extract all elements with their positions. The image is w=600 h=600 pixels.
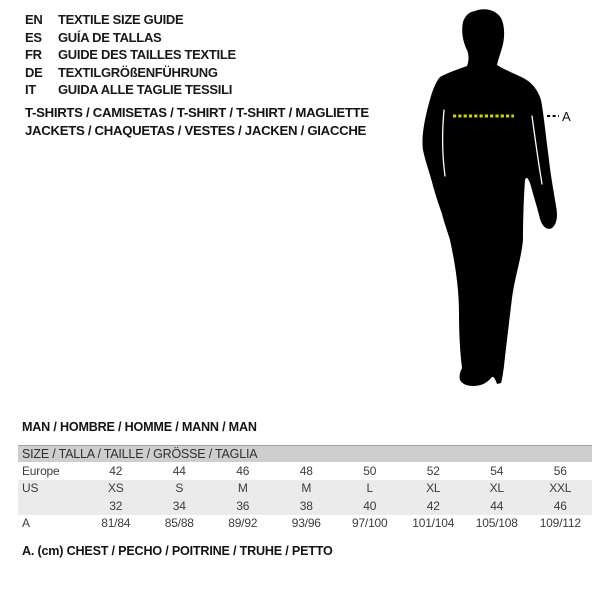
table-cell: 56 (553, 463, 567, 478)
table-cell: 85/88 (164, 516, 194, 531)
row-label: Europe (22, 463, 60, 478)
table-cell: 89/92 (228, 516, 258, 531)
table-cell: 48 (299, 463, 313, 478)
list-item (25, 46, 236, 64)
table-cell: L (338, 480, 402, 498)
table-cell: 46 (529, 497, 593, 515)
table-cell: XS (84, 480, 148, 498)
table-row-us (18, 480, 592, 498)
table-cell: 50 (363, 463, 377, 478)
man-silhouette (422, 9, 556, 386)
table-cell: 109/112 (539, 516, 581, 531)
table-cell: 32 (84, 497, 148, 515)
language-label: GUÍA DE TALLAS (58, 29, 162, 45)
table-row-numeric (18, 497, 592, 515)
table-cell: 38 (275, 497, 339, 515)
list-item (25, 81, 236, 99)
table-cell: XL (402, 480, 466, 498)
table-cell: 97/100 (351, 516, 388, 531)
table-cell: 42 (402, 497, 466, 515)
list-item (25, 64, 236, 82)
product-types (25, 104, 369, 140)
list-item (25, 11, 236, 29)
language-code: FR (25, 47, 42, 63)
table-row-chest-a (18, 515, 592, 533)
language-code: EN (25, 12, 43, 27)
table-cell: XL (465, 480, 529, 498)
measure-label-a: A (562, 109, 571, 124)
language-code: IT (25, 82, 36, 98)
language-label: GUIDE DES TAILLES TEXTILE (58, 47, 236, 63)
table-cell: 52 (426, 463, 440, 478)
table-cell: 42 (109, 463, 123, 478)
table-cell: 101/104 (412, 516, 455, 531)
table-header-row (18, 446, 592, 463)
table-header: SIZE / TALLA / TAILLE / GRÖSSE / TAGLIA (18, 446, 592, 463)
language-code: ES (25, 29, 42, 45)
table-cell: 40 (338, 497, 402, 515)
table-cell: S (148, 480, 212, 498)
table-cell: XXL (529, 480, 593, 498)
table-cell: 34 (148, 497, 212, 515)
table-cell: 81/84 (101, 516, 131, 531)
table-cell: M (275, 480, 339, 498)
row-label: A (22, 516, 30, 531)
language-label: TEXTILE SIZE GUIDE (58, 12, 184, 27)
language-guide-list (25, 11, 236, 99)
table-cell: M (211, 480, 275, 498)
measurement-caption: A. (cm) CHEST / PECHO / POITRINE / TRUHE / PETTO (22, 544, 333, 558)
language-label: TEXTILGRÖßENFÜHRUNG (58, 64, 218, 80)
table-cell: 105/108 (475, 516, 518, 531)
table-cell: 44 (465, 497, 529, 515)
list-item (25, 29, 236, 47)
table-cell: 44 (172, 463, 186, 478)
table-cell: 54 (490, 463, 504, 478)
section-title-man: MAN / HOMBRE / HOMME / MANN / MAN (22, 420, 257, 434)
language-code: DE (25, 64, 43, 80)
product-line-jackets: JACKETS / CHAQUETAS / VESTES / JACKEN / GIACCHE (25, 123, 367, 138)
product-line-tshirts: T-SHIRTS / CAMISETAS / T-SHIRT / T-SHIRT / MAGLIETTE (25, 105, 369, 120)
table-cell: 36 (211, 497, 275, 515)
man-silhouette-figure (413, 8, 578, 388)
language-label: GUIDA ALLE TAGLIE TESSILI (58, 82, 233, 98)
row-label (18, 497, 84, 515)
table-row-europe (18, 462, 592, 480)
row-label: US (18, 480, 84, 498)
table-cell: 93/96 (291, 516, 321, 531)
size-table (18, 445, 592, 532)
table-cell: 46 (236, 463, 250, 478)
measurement-figure (413, 8, 578, 388)
